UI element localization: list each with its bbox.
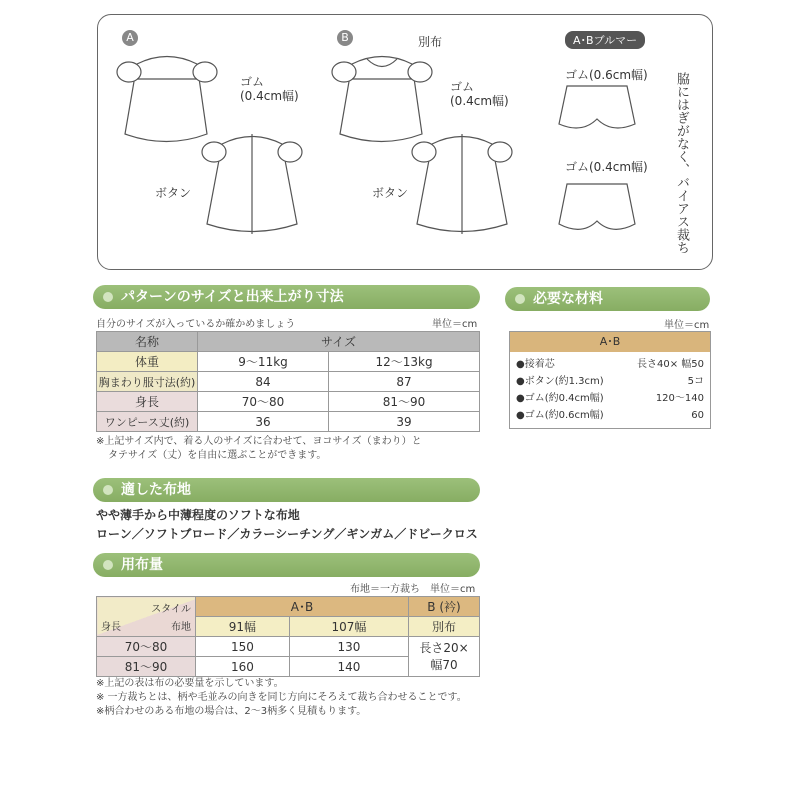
- cell: 81〜90: [329, 392, 480, 412]
- style-b-badge: B: [337, 30, 353, 46]
- bloomer-title: A･Bブルマー: [565, 31, 645, 49]
- materials-header: 必要な材料: [505, 287, 710, 311]
- material-item: ●ゴム(約0.4cm幅) 120〜140: [516, 393, 704, 404]
- cell: 140: [289, 657, 408, 677]
- cell: 12〜13kg: [329, 352, 480, 372]
- yardage-header: 用布量: [93, 553, 480, 577]
- fabric-header: 適した布地: [93, 478, 480, 502]
- b-value-1: 長さ20×: [419, 640, 469, 655]
- cell: 150: [196, 637, 290, 657]
- dress-a-back: [202, 134, 302, 234]
- bloomer-elastic-04: ゴム(0.4cm幅): [565, 160, 648, 174]
- cell: 84: [198, 372, 329, 392]
- th-style-ab: A･B: [196, 597, 409, 617]
- row-label: 70〜80: [97, 637, 196, 657]
- corner-style: スタイル: [151, 604, 191, 615]
- size-unit: 単位＝cm: [432, 319, 478, 330]
- dress-b-back: [412, 134, 512, 234]
- material-item: ●接着芯 長さ40× 幅50: [516, 359, 704, 370]
- button-label-b: ボタン: [372, 186, 409, 200]
- b-value-2: 幅70: [430, 657, 458, 672]
- bloomer-front: [559, 86, 635, 128]
- cell: 130: [289, 637, 408, 657]
- style-a-badge: A: [122, 30, 138, 46]
- bloomer-elastic-06: ゴム(0.6cm幅): [565, 68, 648, 82]
- yardage-note-2: ※ 一方裁ちとは、柄や毛並みの向きを同じ方向にそろえて裁ち合わせることです。: [96, 692, 467, 703]
- fabric-line-2: ローン／ソフトブロード／カラーシーチング／ギンガム／ドビークロス: [96, 527, 478, 541]
- cell: 36: [198, 412, 329, 432]
- bias-note: 脇にはぎがなく、バイアス裁ち: [674, 72, 689, 254]
- garment-illustrations: [97, 14, 711, 268]
- yardage-note-1: ※上記の表は布の必要量を示しています。: [96, 678, 284, 689]
- corner-height: 身長: [101, 622, 121, 633]
- row-label: 胸まわり服寸法(約): [97, 372, 198, 392]
- cell: 87: [329, 372, 480, 392]
- row-label: 体重: [97, 352, 198, 372]
- corner-fabric: 布地: [171, 622, 191, 633]
- cell: 160: [196, 657, 290, 677]
- th-107: 107幅: [289, 617, 408, 637]
- materials-box-header: A･B: [510, 332, 710, 352]
- size-check-note: 自分のサイズが入っているか確かめましょう: [96, 319, 296, 330]
- yardage-table: [96, 596, 480, 677]
- dress-a-front: [117, 57, 217, 142]
- button-label-a: ボタン: [155, 186, 192, 200]
- th-91: 91幅: [196, 617, 290, 637]
- dress-b-front: [332, 57, 432, 142]
- th-style-b: B (衿): [409, 597, 480, 617]
- bloomer-back: [559, 184, 635, 229]
- th-name: 名称: [97, 332, 198, 352]
- yardage-unit: 布地＝一方裁ち 単位＝cm: [350, 584, 476, 595]
- th-size: サイズ: [198, 332, 480, 352]
- size-note-1: ※上記サイズ内で、着る人のサイズに合わせて、ヨコサイズ（まわり）と: [96, 436, 422, 447]
- elastic-label-a: ゴム (0.4cm幅): [240, 75, 299, 103]
- cell: 70〜80: [198, 392, 329, 412]
- cell: 39: [329, 412, 480, 432]
- materials-unit: 単位＝cm: [664, 320, 710, 331]
- material-item: ●ボタン(約1.3cm) 5コ: [516, 376, 704, 387]
- material-item: ●ゴム(約0.6cm幅) 60: [516, 410, 704, 421]
- cell: 9〜11kg: [198, 352, 329, 372]
- size-note-2: タテサイズ（丈）を自由に選ぶことができます。: [108, 450, 327, 461]
- size-table: [96, 331, 480, 432]
- fabric-line-1: やや薄手から中薄程度のソフトな布地: [96, 508, 300, 522]
- row-label: ワンピース丈(約): [97, 412, 198, 432]
- row-label: 81〜90: [97, 657, 196, 677]
- separate-fabric-label: 別布: [418, 35, 443, 49]
- size-section-header: パターンのサイズと出来上がり寸法: [93, 285, 480, 309]
- materials-box: [509, 331, 711, 429]
- th-separate: 別布: [409, 617, 480, 637]
- elastic-label-b: ゴム (0.4cm幅): [450, 80, 509, 108]
- row-label: 身長: [97, 392, 198, 412]
- yardage-note-3: ※柄合わせのある布地の場合は、2〜3柄多く見積もります。: [96, 706, 367, 717]
